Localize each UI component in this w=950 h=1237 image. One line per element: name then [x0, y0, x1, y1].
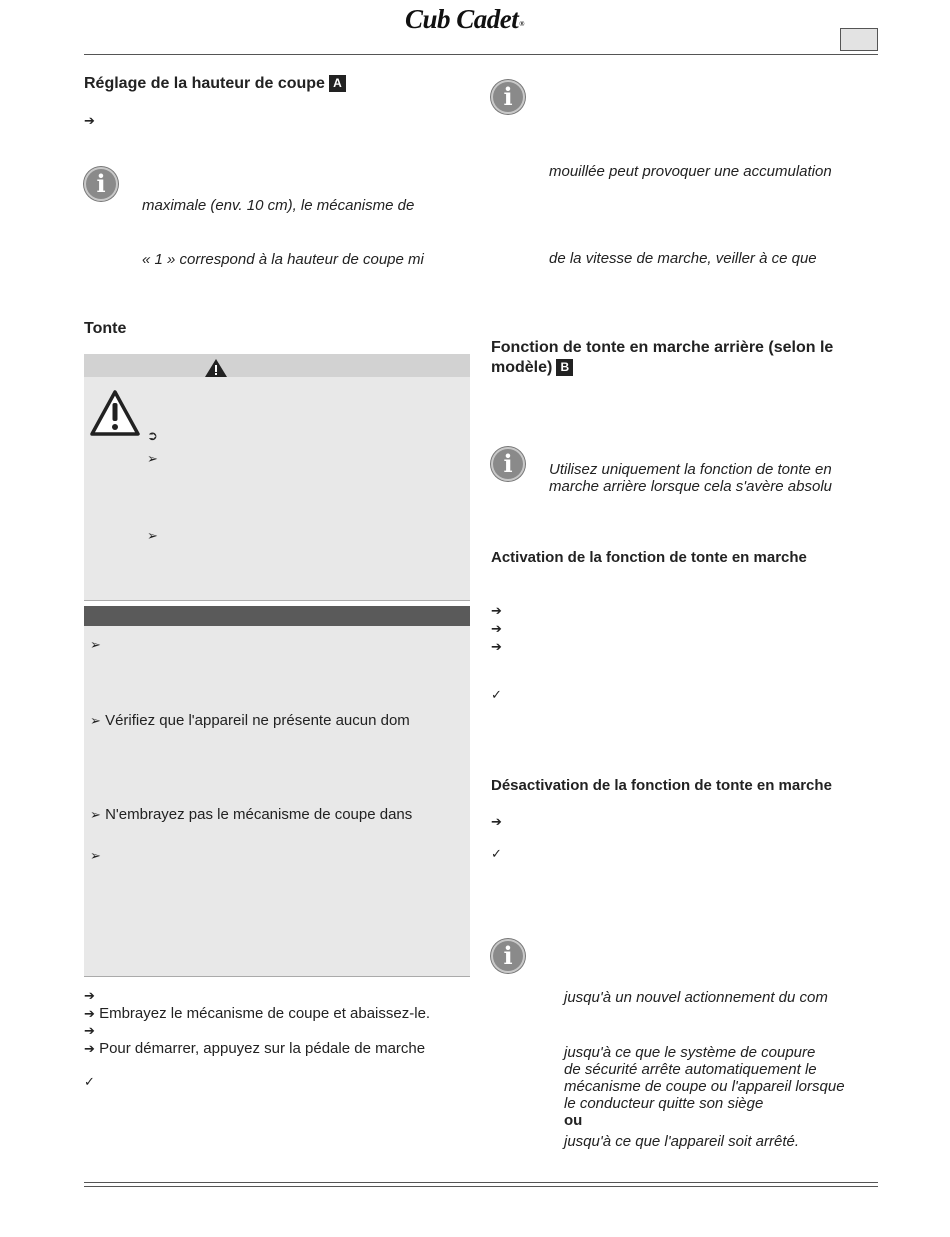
note-block: jusqu'à ce que le système de coupure de sécurité arrête automatiquement le mécanisme de coupe ou l'appareil lorsque le conducteur quitte son siège ou: [564, 1044, 845, 1129]
note-text: de la vitesse de marche, veiller à ce que: [549, 250, 817, 267]
arrow-icon: ➔: [84, 1041, 95, 1056]
activation-heading: Activation de la fonction de tonte en marche: [491, 549, 807, 566]
bullet-icon: ➢: [90, 637, 101, 652]
warning-large-icon: [89, 389, 141, 437]
check-icon: ✓: [491, 846, 502, 861]
caution-item: ➢ N'embrayez pas le mécanisme de coupe dans: [90, 806, 413, 823]
bullet-icon: ➢: [90, 807, 101, 822]
figure-badge-a: A: [329, 75, 346, 92]
footer-rule: [84, 1186, 878, 1187]
note-text: Utilisez uniquement la fonction de tonte en: [549, 461, 832, 478]
deactivation-heading: Désactivation de la fonction de tonte en marche: [491, 777, 832, 794]
note-text: mouillée peut provoquer une accumulation: [549, 163, 832, 180]
info-icon: i: [491, 447, 525, 481]
header-rule: [84, 54, 878, 55]
bullet-icon: ➢: [147, 451, 158, 466]
note-text: « 1 » correspond à la hauteur de coupe mi: [142, 251, 424, 268]
note-text: jusqu'à ce que l'appareil soit arrêté.: [564, 1133, 800, 1150]
check-icon: ✓: [491, 687, 502, 702]
cut-height-heading: Réglage de la hauteur de coupe A: [84, 75, 346, 93]
info-icon: i: [491, 80, 525, 114]
brand-logo: Cub Cadet®: [405, 4, 525, 34]
caution-panel-header: [84, 606, 470, 626]
arrow-icon: ➔: [84, 1006, 95, 1021]
arrow-icon: ➔: [84, 988, 95, 1003]
figure-badge-b: B: [556, 359, 573, 376]
circle-arrow-icon: ➲: [147, 428, 158, 443]
page-number-box: [840, 28, 878, 51]
bullet-icon: ➢: [90, 713, 101, 728]
arrow-icon: ➔: [491, 639, 502, 654]
warning-panel: [84, 354, 470, 601]
info-icon: i: [491, 939, 525, 973]
arrow-icon: ➔: [491, 621, 502, 636]
info-icon: i: [84, 167, 118, 201]
warning-small-icon: [204, 358, 228, 378]
note-text: maximale (env. 10 cm), le mécanisme de: [142, 197, 415, 214]
caution-panel: [84, 606, 470, 977]
arrow-icon: ➔: [84, 113, 95, 128]
note-text: marche arrière lorsque cela s'avère absolu: [549, 478, 833, 495]
warning-panel-header: [84, 354, 470, 377]
check-icon: ✓: [84, 1074, 95, 1089]
footer-rule: [84, 1182, 878, 1183]
caution-item: ➢ Vérifiez que l'appareil ne présente aucun dom: [90, 712, 410, 729]
arrow-icon: ➔: [491, 814, 502, 829]
bullet-icon: ➢: [147, 528, 158, 543]
arrow-icon: ➔: [491, 603, 502, 618]
note-text: jusqu'à un nouvel actionnement du com: [564, 989, 828, 1006]
reverse-mowing-heading: Fonction de tonte en marche arrière (selon le modèle) B: [491, 339, 834, 376]
arrow-icon: ➔: [84, 1023, 95, 1038]
step-item: ➔ Embrayez le mécanisme de coupe et abaissez-le.: [84, 1005, 431, 1022]
mowing-heading: Tonte: [84, 320, 127, 337]
bullet-icon: ➢: [90, 848, 101, 863]
step-item: ➔ Pour démarrer, appuyez sur la pédale de marche: [84, 1040, 426, 1057]
